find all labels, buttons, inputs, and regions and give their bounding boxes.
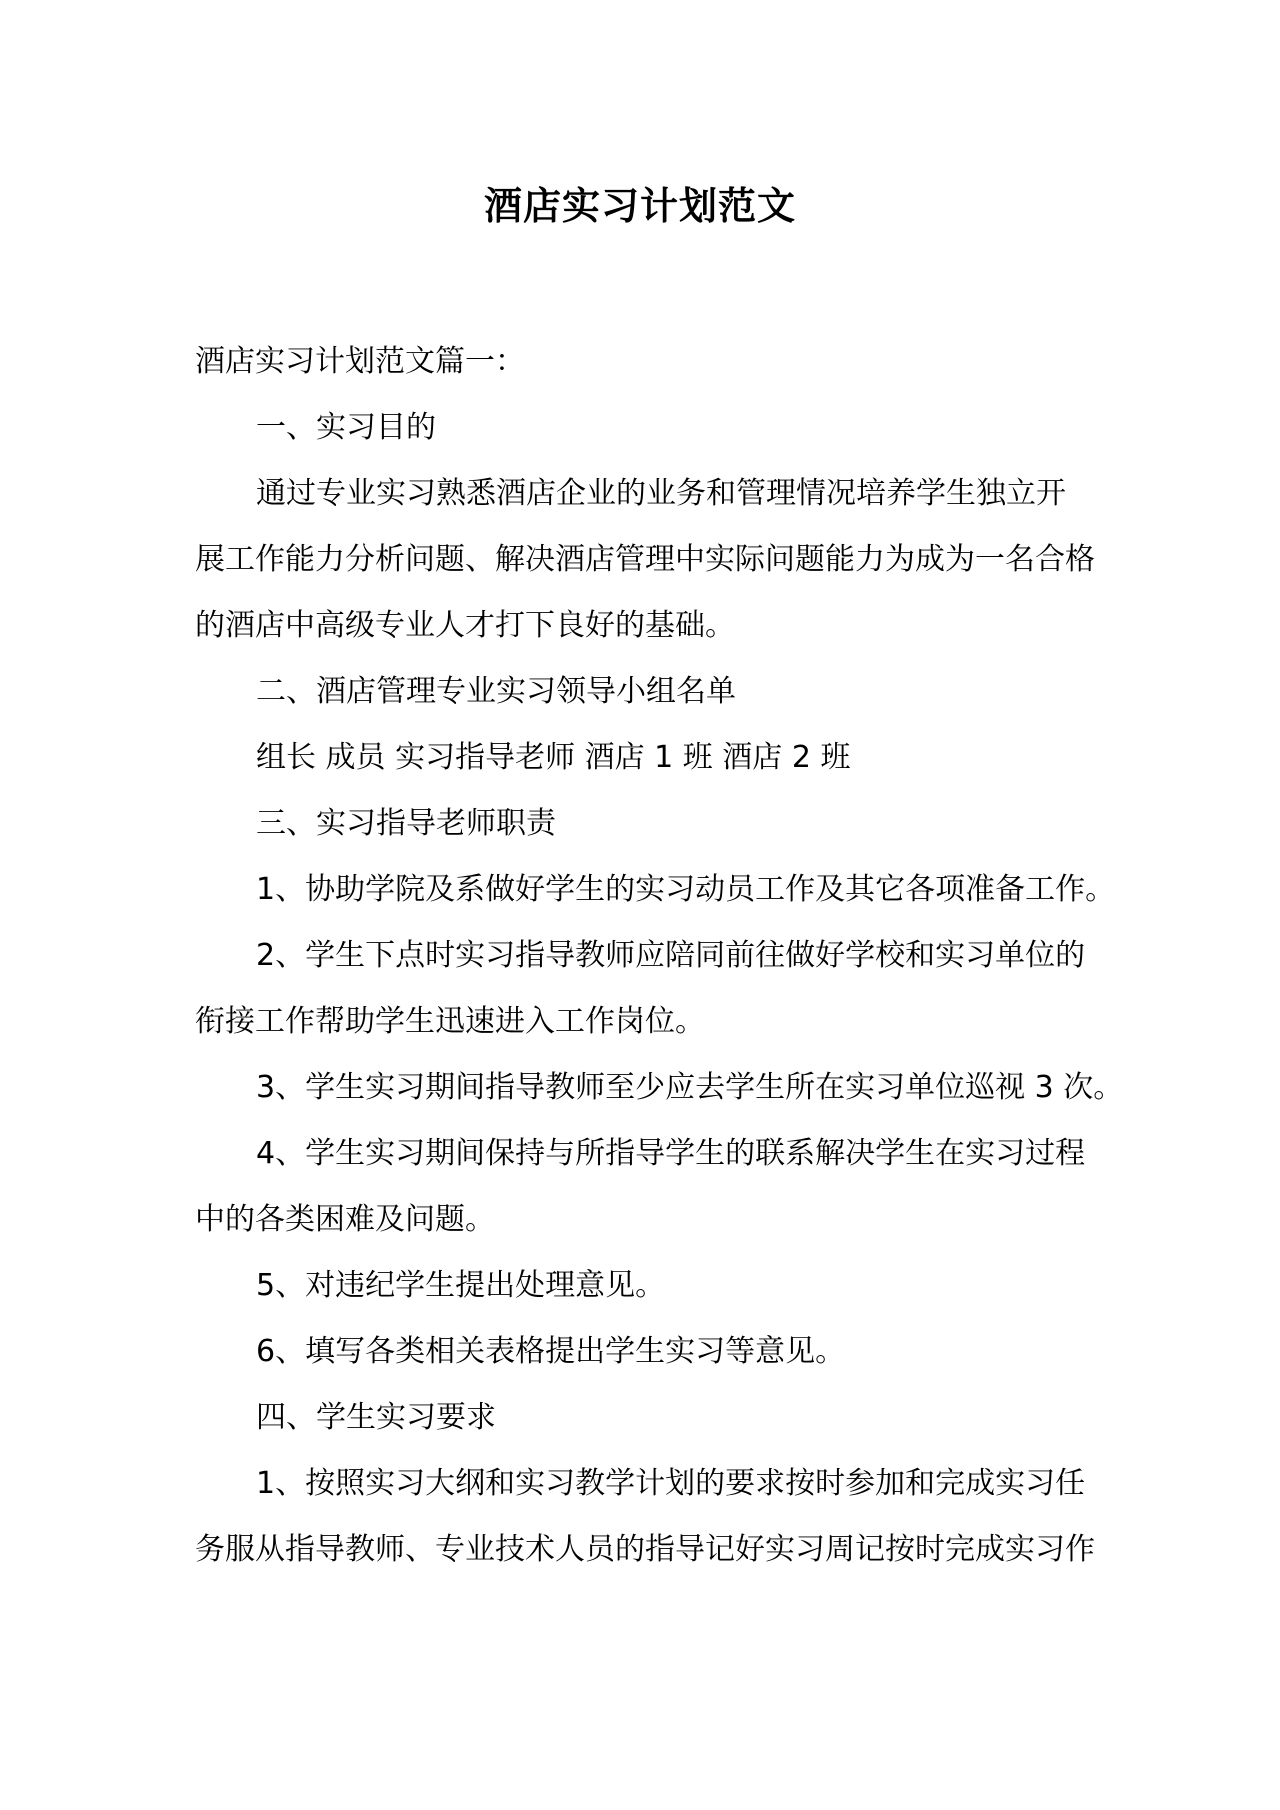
paragraph-heading: 一、实习目的 <box>256 410 436 445</box>
document-title: 酒店实习计划范文 <box>483 184 796 228</box>
paragraph-line: 的酒店中高级专业人才打下良好的基础。 <box>195 608 735 643</box>
paragraph-line: 3、学生实习期间指导教师至少应去学生所在实习单位巡视 3 次。 <box>256 1070 1124 1105</box>
paragraph-line: 衔接工作帮助学生迅速进入工作岗位。 <box>195 1004 705 1039</box>
paragraph-line: 务服从指导教师、专业技术人员的指导记好实习周记按时完成实习作 <box>195 1532 1095 1567</box>
paragraph-line: 4、学生实习期间保持与所指导学生的联系解决学生在实习过程 <box>256 1136 1086 1171</box>
paragraph-line: 5、对违纪学生提出处理意见。 <box>256 1268 666 1303</box>
paragraph-line: 通过专业实习熟悉酒店企业的业务和管理情况培养学生独立开 <box>256 476 1066 511</box>
paragraph-line: 6、填写各类相关表格提出学生实习等意见。 <box>256 1334 846 1369</box>
paragraph-line: 组长 成员 实习指导老师 酒店 1 班 酒店 2 班 <box>256 740 851 775</box>
paragraph-heading: 二、酒店管理专业实习领导小组名单 <box>256 674 736 709</box>
paragraph-line: 中的各类困难及问题。 <box>195 1202 495 1237</box>
paragraph-line: 展工作能力分析问题、解决酒店管理中实际问题能力为成为一名合格 <box>195 542 1095 577</box>
paragraph-line: 1、按照实习大纲和实习教学计划的要求按时参加和完成实习任 <box>256 1466 1086 1501</box>
paragraph-heading: 三、实习指导老师职责 <box>256 806 556 841</box>
paragraph-line: 1、协助学院及系做好学生的实习动员工作及其它各项准备工作。 <box>256 872 1116 907</box>
paragraph-line: 2、学生下点时实习指导教师应陪同前往做好学校和实习单位的 <box>256 938 1086 973</box>
section-heading: 酒店实习计划范文篇一： <box>195 344 525 379</box>
paragraph-heading: 四、学生实习要求 <box>256 1400 496 1435</box>
